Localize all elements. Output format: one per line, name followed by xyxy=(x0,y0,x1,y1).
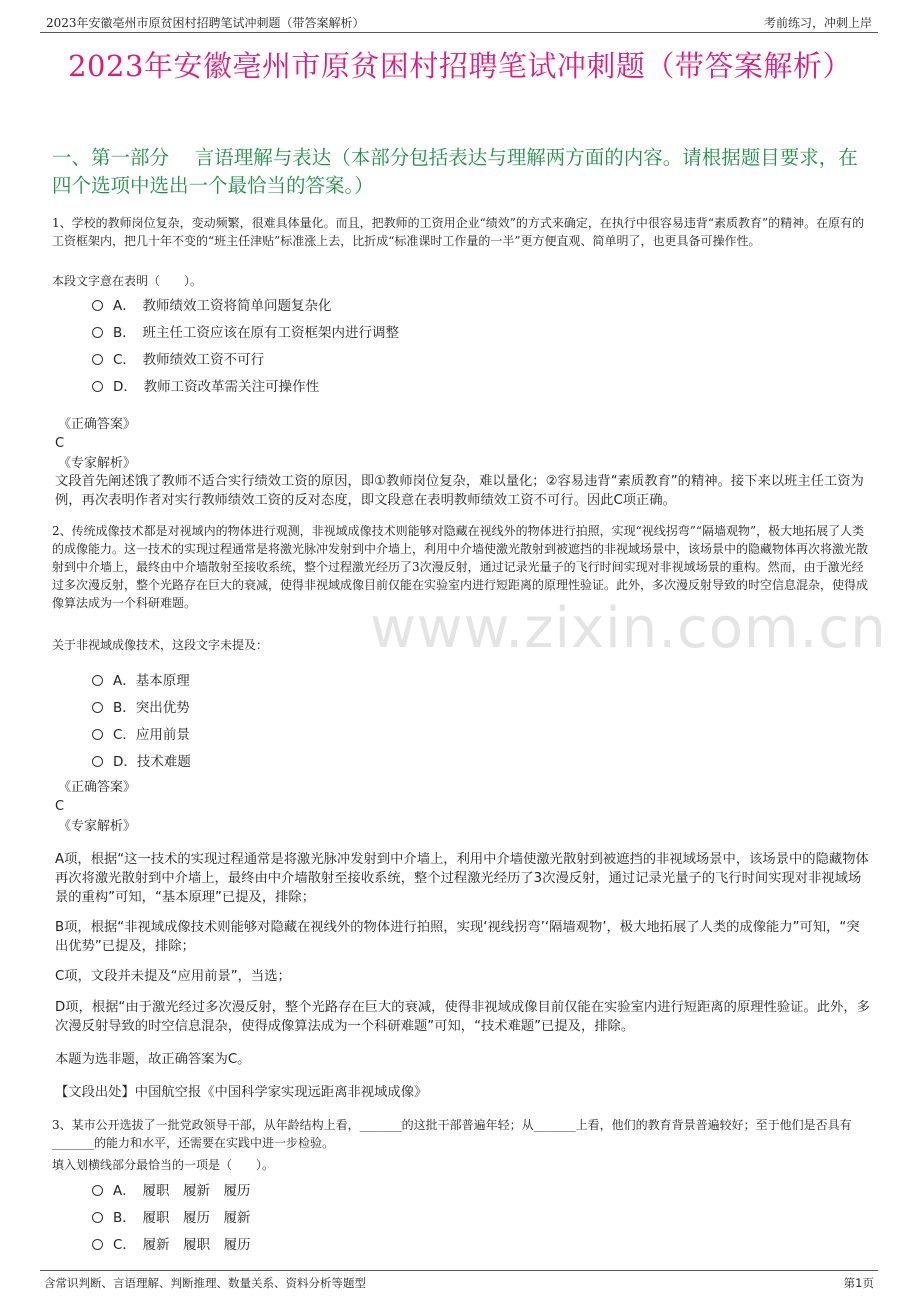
question-2-analysis-b: B项，根据“非视域成像技术则能够对隐藏在视线外的物体进行拍照，实现‘视线拐弯’‘隔墙观物’，极大地拓展了人类的成像能力”可知，“突出优势”已提及，排除； xyxy=(55,920,860,954)
question-3-prompt: 填入划横线部分最恰当的一项是（ ）。 xyxy=(52,1158,275,1172)
question-2-analysis-d: D项，根据“由于激光经过多次漫反射，整个光路存在巨大的衰减，使得非视域成像目前仅能在实验室内进行短距离的原理性验证。此外，多次漫反射导致的时空信息混杂，使得成像算法成为一个科研难题”可知，“技术难题”已提及，排除。 xyxy=(55,1000,870,1034)
answer-label: 《正确答案》 xyxy=(58,417,137,432)
page-title: 2023年安徽亳州市原贫困村招聘笔试冲刺题（带答案解析） xyxy=(68,49,852,83)
question-3-option-a[interactable] xyxy=(92,1179,251,1199)
footer-description: 含常识判断、言语理解、判断推理、数量关系、资料分析等题型 xyxy=(44,1276,366,1290)
question-1-option-d[interactable] xyxy=(92,375,319,395)
radio-icon[interactable] xyxy=(92,702,103,713)
question-2-analysis-a: A项，根据“这一技术的实现过程通常是将激光脉冲发射到中介墙上，利用中介墙使激光散射到被遮挡的非视域场景中，该场景中的隐藏物体再次将激光散射到中介墙上，最终由中介墙散射至接收系统，整个过程激光经历了3次漫反射，通过记录光量子的飞行时间实现对非视域场景的重构”可知，“基本原理”已提及，排除； xyxy=(55,852,869,905)
page-header xyxy=(40,10,878,33)
question-1-option-c[interactable] xyxy=(92,348,264,368)
question-3-option-c[interactable] xyxy=(92,1233,251,1253)
page-number: 第1页 xyxy=(843,1276,874,1290)
question-2-option-a[interactable] xyxy=(92,669,190,689)
question-2-text: 2、传统成像技术都是对视域内的物体进行观测，非视域成像技术则能够对隐藏在视线外的物体进行拍照，实现“视线拐弯”“隔墙观物”，极大地拓展了人类的成像能力。这一技术的实现过程通常是将激光脉冲发射到中介墙上，利用中介墙使激光散射到被遮挡的非视域场景中，该场景中的隐藏物体再次将激光散射到中介墙上，最终由中介墙散射至接收系统，整个过程激光经历了3次漫反射，通过记录光量子的飞行时间实现对非视域场景的重构。然而，由于激光经过多次漫反射，整个光路存在巨大的衰减，使得非视域成像目前仅能在实验室内进行短距离的原理性验证。此外，多次漫反射导致的时空信息混杂，使得成像算法成为一个科研难题。 xyxy=(52,524,869,610)
header-slogan: 考前练习，冲刺上岸 xyxy=(763,16,872,30)
section-heading: 一、第一部分 言语理解与表达（本部分包括表达与理解两方面的内容。请根据题目要求，在四个选项中选出一个最恰当的答案。） xyxy=(52,146,858,197)
watermark: www.zixin.com.cn xyxy=(370,596,887,661)
question-2-prompt: 关于非视域成像技术，这段文字未提及： xyxy=(52,638,269,652)
radio-icon[interactable] xyxy=(92,327,103,338)
option-label: B． 履职 履历 履新 xyxy=(113,1210,251,1226)
answer-label: 《正确答案》 xyxy=(58,780,137,795)
page-footer xyxy=(40,1270,878,1293)
analysis-label: 《专家解析》 xyxy=(58,819,137,834)
radio-icon[interactable] xyxy=(92,729,103,740)
question-2-option-d[interactable] xyxy=(92,750,191,770)
option-label: A． 履职 履新 履历 xyxy=(113,1183,251,1199)
radio-icon[interactable] xyxy=(92,1185,103,1196)
question-1-prompt: 本段文字意在表明（ ）。 xyxy=(52,274,203,288)
question-2-option-b[interactable] xyxy=(92,696,190,716)
radio-icon[interactable] xyxy=(92,756,103,767)
option-label: A． 教师绩效工资将简单问题复杂化 xyxy=(113,298,332,314)
option-label: C． 履新 履职 履历 xyxy=(113,1237,251,1253)
option-label: C． 教师绩效工资不可行 xyxy=(113,352,265,368)
option-label: B． 班主任工资应该在原有工资框架内进行调整 xyxy=(113,325,400,341)
radio-icon[interactable] xyxy=(92,1212,103,1223)
option-label: C．应用前景 xyxy=(113,727,190,743)
analysis-label: 《专家解析》 xyxy=(58,456,137,471)
header-doc-title: 2023年安徽亳州市原贫困村招聘笔试冲刺题（带答案解析） xyxy=(46,16,365,30)
question-1-option-a[interactable] xyxy=(92,294,332,314)
radio-icon[interactable] xyxy=(92,354,103,365)
question-1-option-b[interactable] xyxy=(92,321,399,341)
radio-icon[interactable] xyxy=(92,675,103,686)
option-label: B．突出优势 xyxy=(113,700,190,716)
question-1-text: 1、学校的教师岗位复杂，变动频繁，很难具体量化。而且，把教师的工资用企业“绩效”的方式来确定，在执行中很容易违背“素质教育”的精神。在原有的工资框架内，把几十年不变的“班主任津贴”标准涨上去，比折成“标准课时工作量的一半”更方便直观、简单明了，也更具备可操作性。 xyxy=(52,216,865,248)
question-2-conclusion: 本题为选非题，故正确答案为C。 xyxy=(55,1052,251,1067)
question-3-option-b[interactable] xyxy=(92,1206,251,1226)
question-2-analysis-c: C项，文段并未提及“应用前景”，当选； xyxy=(55,969,291,984)
question-3-text: 3、某市公开选拔了一批党政领导干部，从年龄结构上看，_______的这批干部普遍年轻；从_______上看，他们的教育背景普遍较好；至于他们是否具有_______的能力和水平，还需要在实践中进一步检验。 xyxy=(52,1118,852,1150)
question-2-answer: C xyxy=(55,799,65,814)
option-label: D． 教师工资改革需关注可操作性 xyxy=(113,379,320,395)
question-1-answer: C xyxy=(55,436,65,451)
question-2-option-c[interactable] xyxy=(92,723,190,743)
radio-icon[interactable] xyxy=(92,1239,103,1250)
option-label: A．基本原理 xyxy=(113,673,190,689)
question-1-analysis: 文段首先阐述饿了教师不适合实行绩效工资的原因，即①教师岗位复杂，难以量化；②容易违背“素质教育”的精神。接下来以班主任工资为例，再次表明作者对实行教师绩效工资的反对态度，即文段意在表明教师绩效工资不可行。因此C项正确。 xyxy=(55,474,864,508)
question-2-source: 【文段出处】中国航空报《中国科学家实现远距离非视域成像》 xyxy=(55,1085,428,1100)
option-label: D．技术难题 xyxy=(113,754,191,770)
radio-icon[interactable] xyxy=(92,381,103,392)
radio-icon[interactable] xyxy=(92,300,103,311)
